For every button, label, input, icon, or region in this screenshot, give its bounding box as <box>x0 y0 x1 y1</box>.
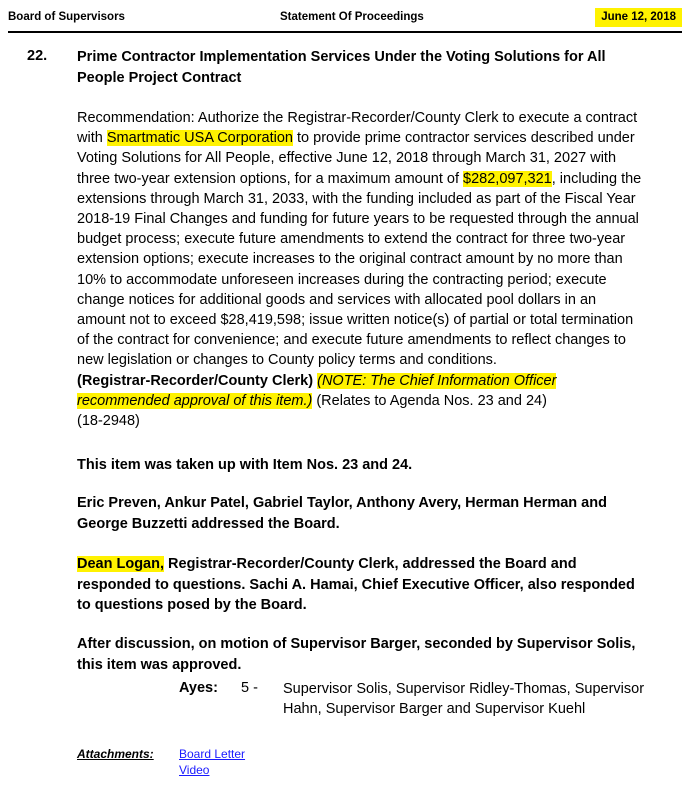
rec-part-1: Recommendation: Authorize the Registrar-Recorder/County Clerk to execute a contract with <box>77 110 638 147</box>
proceedings-paragraph-3 <box>77 554 647 616</box>
page-header <box>8 8 682 30</box>
vote-label: Ayes: <box>179 680 218 696</box>
proceedings-paragraph-4: After discussion, on motion of Supervisor Barger, seconded by Supervisor Solis, this item was approved. <box>77 636 636 673</box>
header-date: June 12, 2018 <box>595 8 682 27</box>
rec-reference-number: (18-2948) <box>77 413 140 430</box>
rec-note-highlight: (NOTE: The Chief Information Officer recommended approval of this item.) <box>77 372 557 409</box>
rec-amount-highlight: $282,097,321 <box>463 170 552 187</box>
board-letter-link[interactable]: Board Letter <box>179 747 246 761</box>
speaker-name-highlight: Dean Logan, <box>77 556 165 572</box>
rec-part-3: , including the extensions through March 31, 2033, with the funding included as part of the Fiscal Year 2018-19 Final Changes and funding for future years to be requested through the annual budget process; execute future amendments to extend the contract for three two-year extension options; execute increases to the original contract amount by no more than 10% to accommodate unforeseen increases during the contracting period; execute change notices for additional goods and services with allocated pool dollars in an amount not to exceed $28,419,598; issue written notice(s) of partial or total termination of the contract for convenience; and execute future amendments to reflect changes to new legislation or changes to County policy terms and conditions. <box>77 170 642 369</box>
proceedings-paragraph-3-text: Registrar-Recorder/County Clerk, addressed the Board and responded to questions. Sachi A. Hamai, Chief Executive Officer, also responded to questions posed by the Board. <box>77 556 635 613</box>
proceedings-paragraph-1: This item was taken up with Item Nos. 23 and 24. <box>77 457 413 473</box>
rec-part-2: to provide prime contractor services described under Voting Solutions for All People, effective June 12, 2018 through March 31, 2027 with three two-year extension options, for a maximum amount of <box>77 130 635 187</box>
header-board-name: Board of Supervisors <box>8 11 125 23</box>
vote-names: Supervisor Solis, Supervisor Ridley-Thomas, Supervisor Hahn, Supervisor Barger and Supervisor Kuehl <box>283 681 645 717</box>
recommendation-text <box>77 108 647 431</box>
rec-company-highlight: Smartmatic USA Corporation <box>106 130 293 147</box>
rec-relates: (Relates to Agenda Nos. 23 and 24) <box>312 392 547 409</box>
item-title: Prime Contractor Implementation Services Under the Voting Solutions for All People Project Contract <box>77 49 606 86</box>
attachments-label: Attachments: <box>77 747 154 761</box>
header-document-title: Statement Of Proceedings <box>280 11 424 23</box>
header-divider <box>8 31 682 33</box>
video-link[interactable]: Video <box>179 763 210 777</box>
vote-count: 5 - <box>241 680 258 696</box>
rec-department: (Registrar-Recorder/County Clerk) <box>77 372 314 389</box>
item-number: 22. <box>27 48 48 64</box>
proceedings-paragraph-2: Eric Preven, Ankur Patel, Gabriel Taylor, Anthony Avery, Herman Herman and George Buzzetti addressed the Board. <box>77 495 607 532</box>
